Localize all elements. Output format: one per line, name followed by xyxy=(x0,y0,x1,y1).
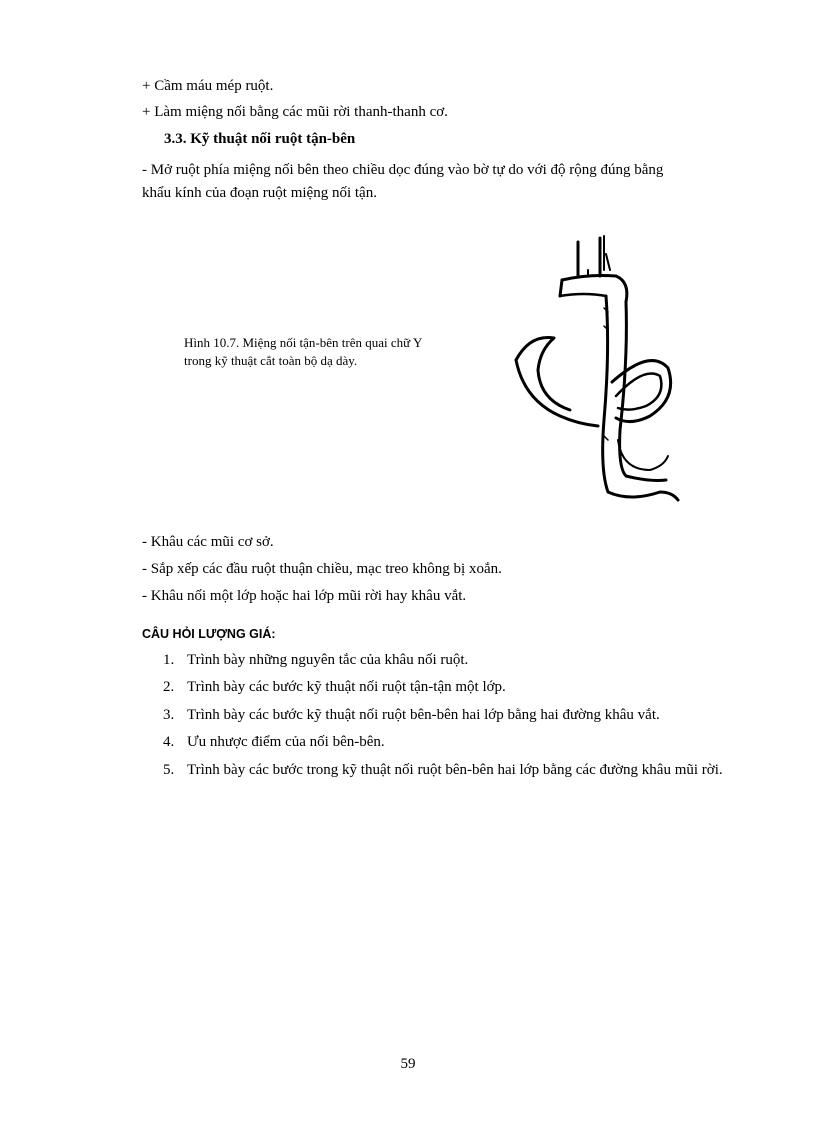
figure-caption-line-1: Hình 10.7. Miệng nối tận-bên trên quai chữ Y xyxy=(184,335,423,350)
step-arrange-ends: - Sắp xếp các đầu ruột thuận chiều, mạc treo không bị xoắn. xyxy=(142,561,502,577)
roux-en-y-illustration xyxy=(500,230,690,510)
step-suture-layers: - Khâu nối một lớp hoặc hai lớp mũi rời hay khâu vắt. xyxy=(142,588,467,604)
intro-paragraph-line-2: khẩu kính của đoạn ruột miệng nối tận. xyxy=(142,185,377,201)
question-item xyxy=(163,678,733,697)
question-text: Trình bày những nguyên tắc của khâu nối ruột. xyxy=(187,652,469,668)
question-text: Trình bày các bước trong kỹ thuật nối ruột bên-bên hai lớp bằng các đường khâu mũi rời. xyxy=(187,762,723,778)
question-number: 1. xyxy=(163,652,175,668)
question-item xyxy=(163,733,733,752)
question-number: 4. xyxy=(163,734,175,750)
section-heading: 3.3. Kỹ thuật nối ruột tận-bên xyxy=(164,131,356,147)
questions-title: CÂU HỎI LƯỢNG GIÁ: xyxy=(142,627,276,641)
step-basic-sutures: - Khâu các mũi cơ sở. xyxy=(142,534,274,550)
question-text: Ưu nhược điểm của nối bên-bên. xyxy=(187,734,385,750)
question-item xyxy=(163,761,733,801)
question-text: Trình bày các bước kỹ thuật nối ruột bên-bên hai lớp bằng hai đường khâu vắt. xyxy=(187,707,660,723)
intro-paragraph-line-1: - Mở ruột phía miệng nối bên theo chiều dọc đúng vào bờ tự do với độ rộng đúng bằng xyxy=(142,162,664,178)
page-number: 59 xyxy=(400,1056,416,1072)
question-number: 3. xyxy=(163,707,175,723)
question-text: Trình bày các bước kỹ thuật nối ruột tận-tận một lớp. xyxy=(187,679,506,695)
question-number: 5. xyxy=(163,762,175,778)
bullet-line-hemostasis: + Cầm máu mép ruột. xyxy=(142,78,274,94)
question-number: 2. xyxy=(163,679,175,695)
question-item xyxy=(163,651,733,670)
bullet-line-anastomosis: + Làm miệng nối bằng các mũi rời thanh-thanh cơ. xyxy=(142,104,448,120)
question-item xyxy=(163,706,733,725)
figure-caption-line-2: trong kỹ thuật cắt toàn bộ dạ dày. xyxy=(184,353,358,368)
